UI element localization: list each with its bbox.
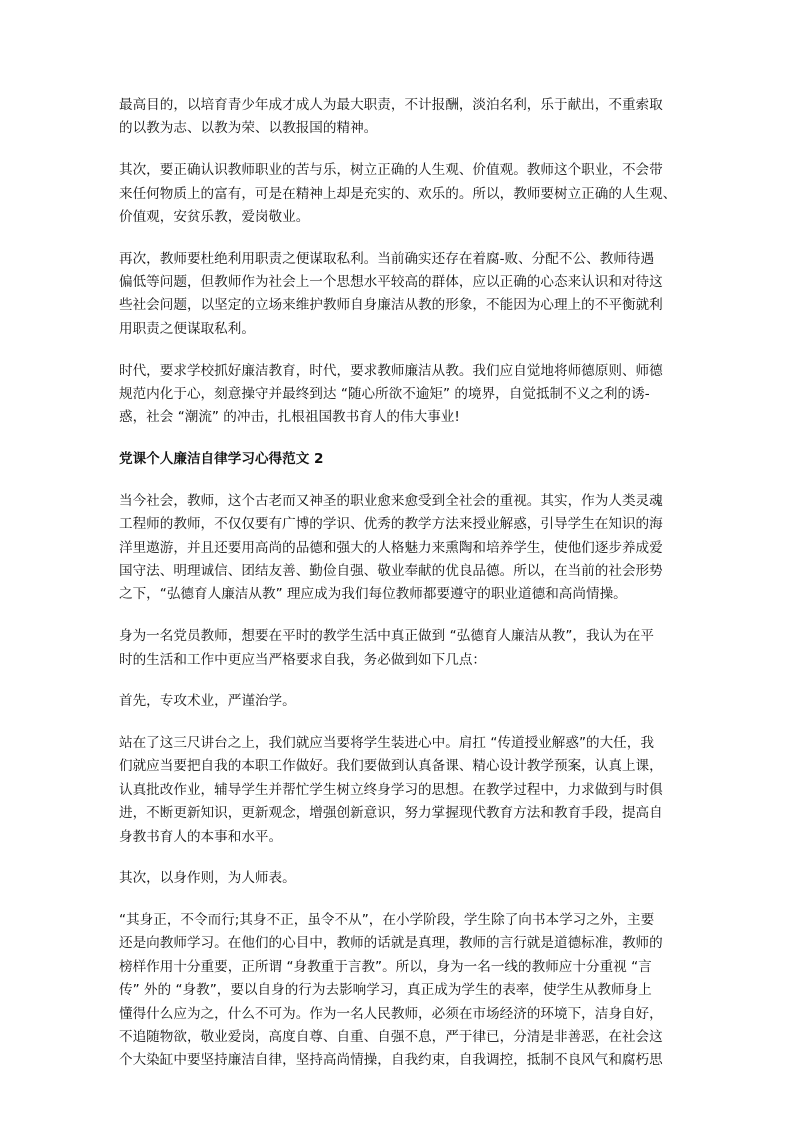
text-line: “其身正，不令而行;其身不正，虽令不从”，在小学阶段，学生除了向书本学习之外，主要 [119,911,655,928]
paragraph-1 [119,94,679,141]
text-line: 些社会问题，以坚定的立场来维护教师自身廉洁从教的形象，不能因为心理上的不平衡就利 [119,297,663,314]
text-line: 其次，要正确认识教师职业的苦与乐，树立正确的人生观、价值观。教师这个职业，不会带 [119,162,663,179]
text-line: 偏低等问题，但教师作为社会上一个思想水平较高的群体，应以正确的心态来认识和对待这 [119,274,663,291]
paragraph-3 [119,248,679,342]
paragraph-6 [119,625,679,672]
text-line: 其次，以身作则，为人师表。 [119,870,296,887]
text-line: 最高目的，以培育青少年成才成人为最大职责，不计报酬，淡泊名利，乐于献出，不重索取 [119,97,663,113]
text-line: 国守法、明理诚信、团结友善、勤俭自强、敬业奉献的优良品德。所以，在当前的社会形势 [119,562,663,579]
text-line: 懂得什么应为之，什么不可为。作为一名人民教师，必须在市场经济的环境下，洁身自好， [119,1005,663,1022]
text-line: 时代，要求学校抓好廉洁教育，时代，要求教师廉洁从教。我们应自觉地将师德原则、师德 [119,362,663,379]
text-line: 来任何物质上的富有，可是在精神上却是充实的、欢乐的。所以，教师要树立正确的人生观、 [119,185,677,202]
paragraph-5 [119,490,679,607]
text-line: 进，不断更新知识，更新观念，增强创新意识，努力掌握现代教育方法和教育手段，提高自 [119,805,663,822]
paragraph-10 [119,909,679,1073]
text-line: 用职责之便谋取私利。 [119,320,255,337]
paragraph-8 [119,732,679,849]
text-line: 再次，教师要杜绝利用职责之便谋取私利。当前确实还存在着腐-败、分配不公、教师待遇 [119,250,655,267]
paragraph-2 [119,159,679,229]
document-page [119,94,679,1091]
text-line: 站在了这三尺讲台之上，我们就应当要将学生装进心中。肩扛 “传道授业解惑”的大任，我 [119,734,654,751]
text-line: 不追随物欲，敬业爱岗，高度自尊、自重、自强不息，严于律已，分清是非善恶，在社会这 [119,1028,663,1045]
text-line: 们就应当要把自我的本职工作做好。我们要做到认真备课、精心设计教学预案，认真上课， [119,758,663,775]
paragraph-4 [119,360,679,430]
section-heading: 党课个人廉洁自律学习心得范文 2 [119,451,324,468]
text-line: 认真批改作业，辅导学生并帮忙学生树立终身学习的思想。在教学过程中，力求做到与时俱 [119,781,663,798]
text-line: 的以教为志、以教为荣、以教报国的精神。 [119,120,378,137]
text-line: 身为一名党员教师，想要在平时的教学生活中真正做到 “弘德育人廉洁从教”，我认为在平 [119,628,654,645]
text-line: 工程师的教师，不仅仅要有广博的学识、优秀的教学方法来授业解惑，引导学生在知识的海 [119,516,663,533]
text-line: 价值观，安贫乐教，爱岗敬业。 [119,208,310,225]
paragraph-7 [119,690,679,713]
text-line: 个大染缸中要坚持廉洁自律，坚持高尚情操，自我约束，自我调控，抵制不良风气和腐朽思 [119,1052,663,1069]
text-line: 榜样作用十分重要，正所谓 “身教重于言教”。所以，身为一名一线的教师应十分重视 “言 [119,958,652,975]
text-line: 当今社会，教师，这个古老而又神圣的职业愈来愈受到全社会的重视。其实，作为人类灵魂 [119,492,663,509]
text-line: 传” 外的 “身教”，要以自身的行为去影响学习，真正成为学生的表率，使学生从教师身上 [119,982,652,999]
text-line: 洋里遨游，并且还要用高尚的品德和强大的人格魅力来熏陶和培养学生，使他们逐步养成爱 [119,539,663,556]
text-line: 规范内化于心，刻意操守并最终到达 “随心所欲不逾矩” 的境界，自觉抵制不义之利的诱- [119,385,650,402]
text-line: 身教书育人的本事和水平。 [119,828,283,845]
text-line: 还是向教师学习。在他们的心目中，教师的话就是真理，教师的言行就是道德标准，教师的 [119,935,663,952]
text-line: 首先，专攻术业，严谨治学。 [119,693,296,710]
text-line: 惑，社会 “潮流” 的冲击，扎根祖国教书育人的伟大事业! [119,409,460,426]
text-line: 时的生活和工作中更应当严格要求自我，务必做到如下几点： [119,651,487,668]
paragraph-9 [119,867,679,890]
text-line: 之下，“弘德育人廉洁从教” 理应成为我们每位教师都要遵守的职业道德和高尚情操。 [119,586,627,603]
